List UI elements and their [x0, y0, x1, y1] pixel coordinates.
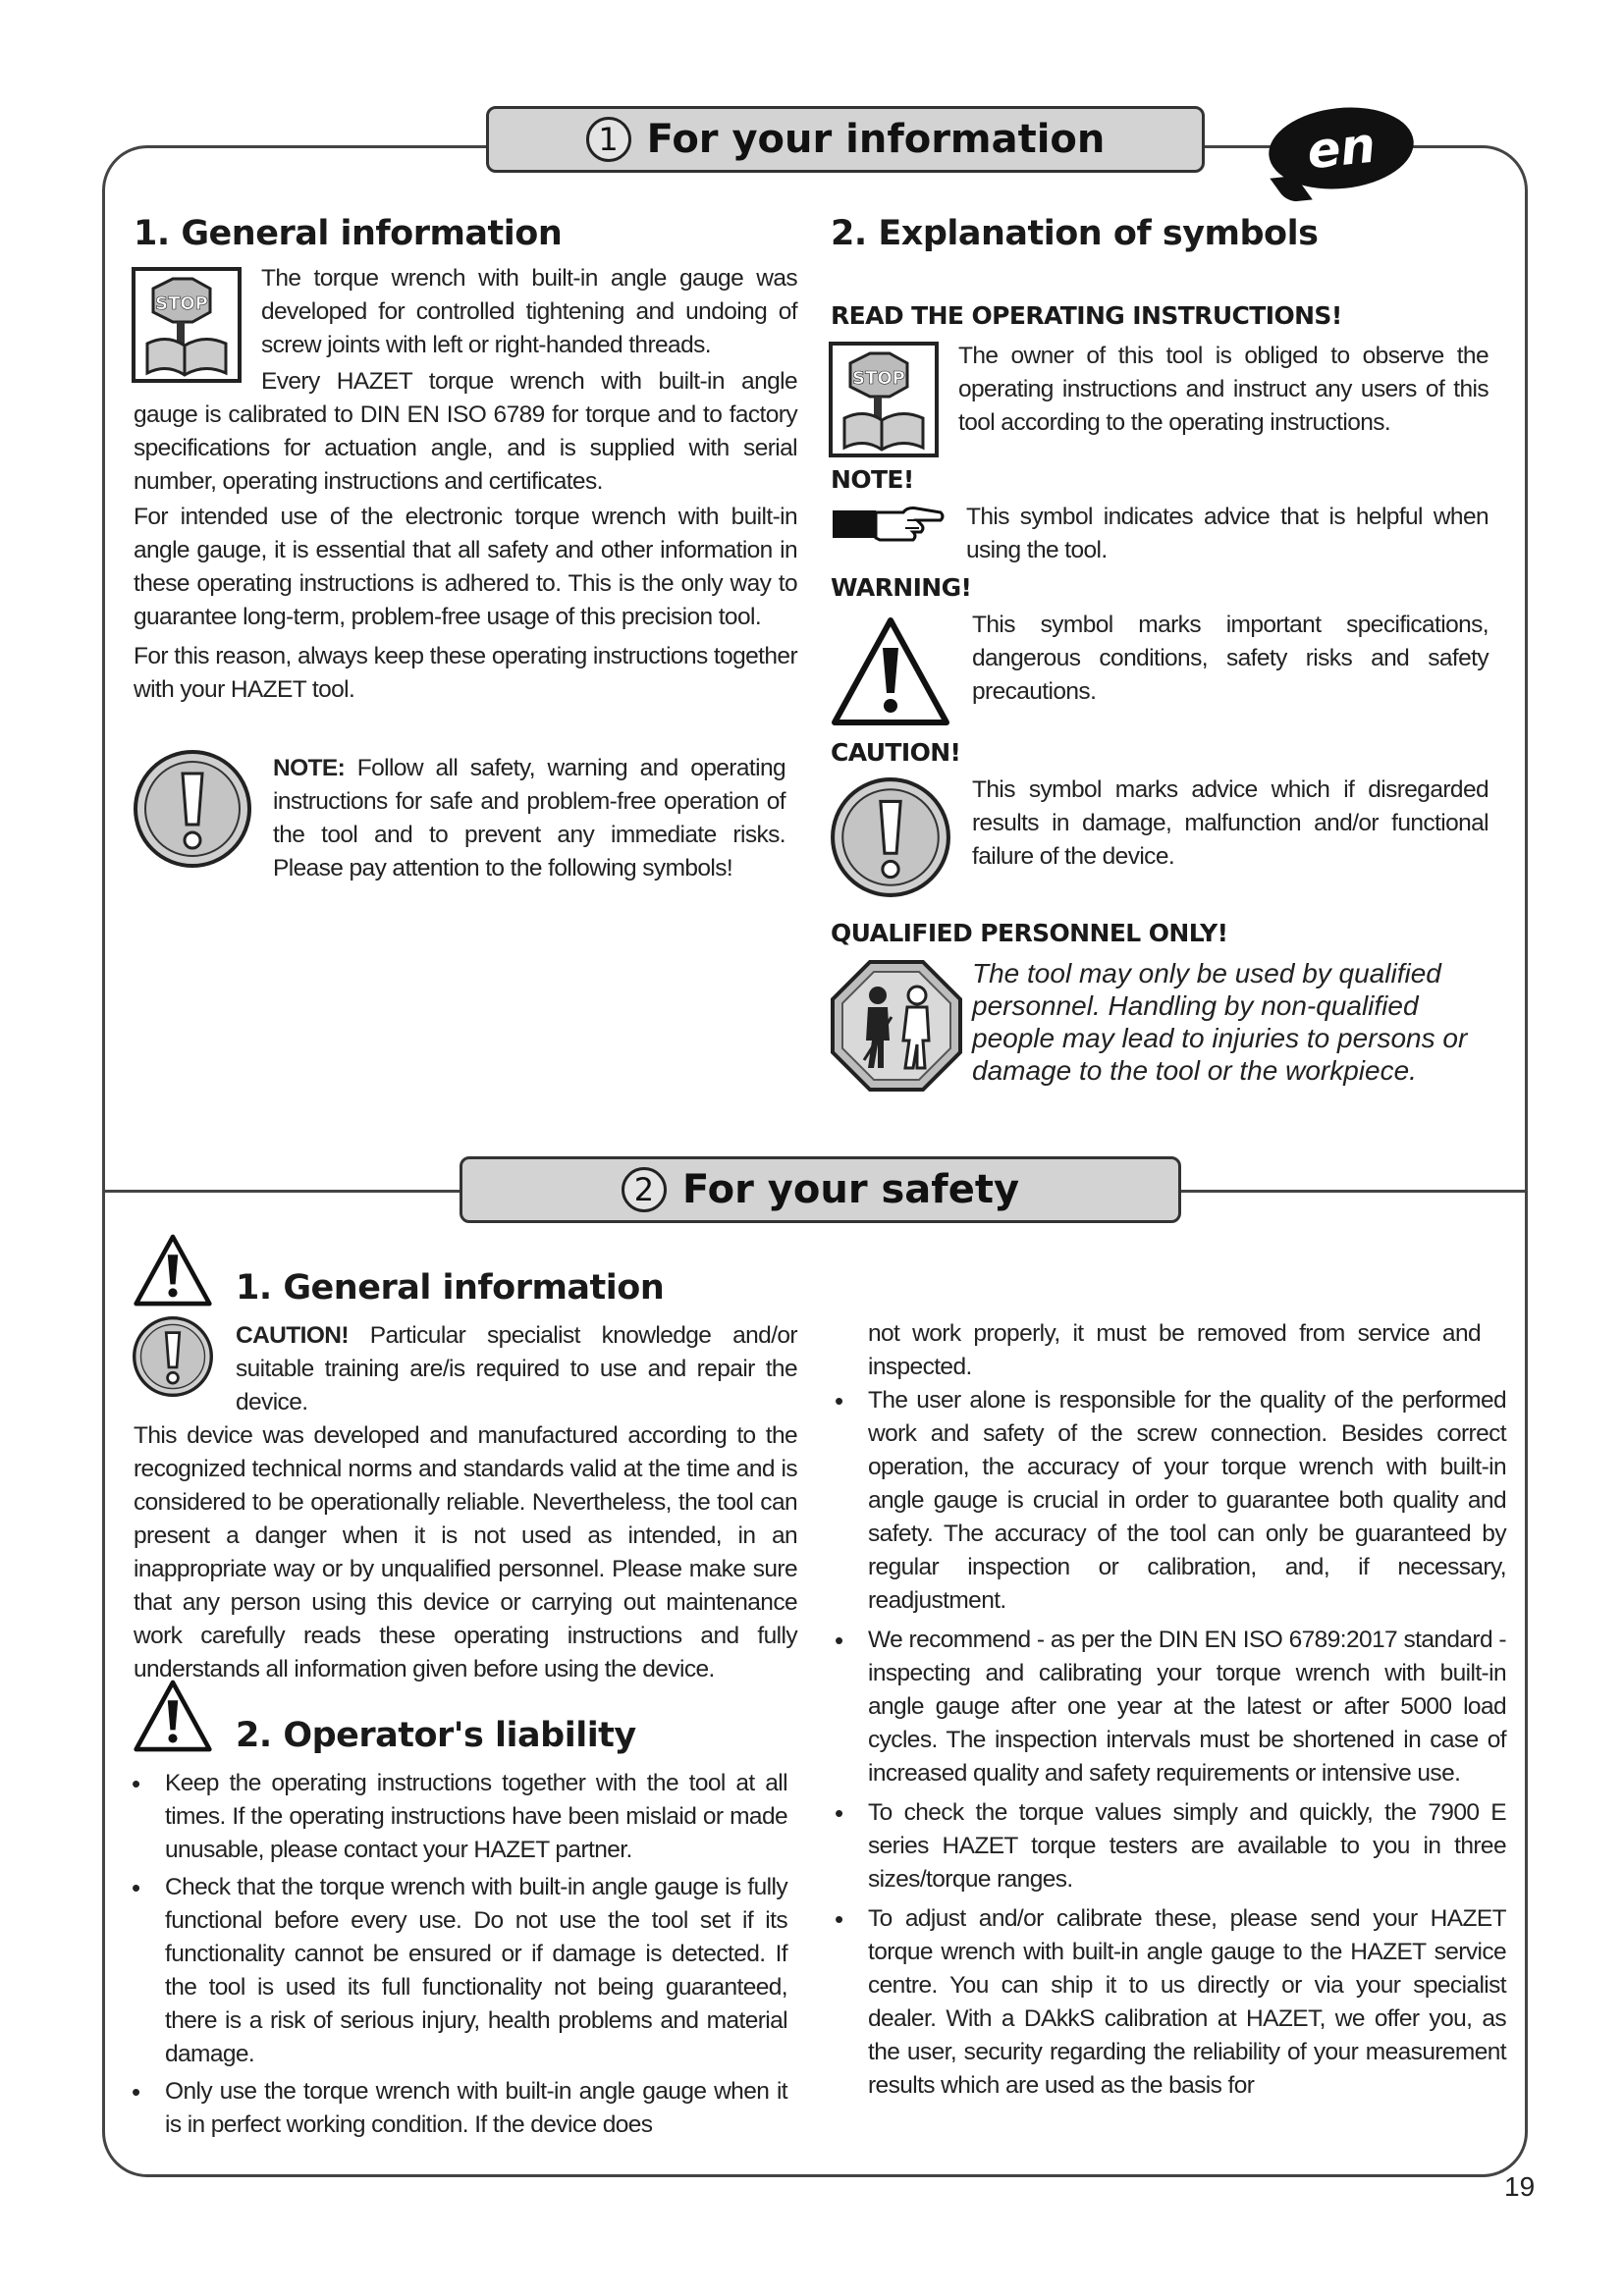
list-item: • Check that the torque wrench with built-in angle gauge is fully functional before every use. Do not use the tool set if its functionality cannot be ensured or if damage is detected. If the tool is used its full functionality not being guaranteed, there is a risk of serious injury, health problems and material damage.	[128, 1871, 787, 2071]
banner-number: 2	[622, 1167, 667, 1212]
general-info-paragraph-3: For intended use of the electronic torque wrench with built-in angle gauge, it is essential that all safety and other information in these operating instructions is adhered to. This is the only way to guarantee long-term, problem-free usage of this precision tool.	[134, 504, 797, 630]
caution-exclamation-icon	[829, 775, 952, 899]
banner-for-your-safety	[460, 1156, 1181, 1223]
section-heading: 2. Operator's liability	[236, 1716, 636, 1755]
svg-text:STOP: STOP	[852, 368, 905, 389]
caution-exclamation-icon	[132, 748, 253, 870]
liability-list-continued	[831, 1384, 1506, 2103]
svg-text:STOP: STOP	[155, 294, 208, 314]
caution-exclamation-icon	[132, 1315, 214, 1398]
list-item: • The user alone is responsible for the quality of the performed work and safety of the screw connection. Besides correct operation, the accuracy of your torque wrench with built-in angle gauge is crucial in order to guarantee both quality and safety. The accuracy of the tool can only be guaranteed by regular inspection or calibration, and, if necessary, readjustment.	[831, 1384, 1506, 1618]
safety-general-information-section	[236, 1268, 785, 1308]
read-instructions-text: The owner of this tool is obliged to observe the operating instructions and instruct any users of this tool according to the operating instructions.	[958, 343, 1489, 436]
warning-label: WARNING!	[831, 573, 972, 602]
general-information-section	[134, 214, 797, 253]
liability-continuation: not work properly, it must be removed from service and inspected.	[868, 1320, 1481, 1380]
page-number: 19	[1504, 2171, 1536, 2202]
list-item: • We recommend - as per the DIN EN ISO 6789:2017 standard - inspecting and calibrating your torque wrench with built-in angle gauge after one year at the latest or after 5000 load cycles. The inspection intervals must be shortened in case of increased quality and safety requirements or intensive use.	[831, 1624, 1506, 1790]
caution-text: Particular specialist knowledge and/or suitable training are/is required to use and repair the device.	[236, 1322, 797, 1415]
operators-liability-section	[236, 1716, 785, 1755]
liability-list	[128, 1767, 787, 2142]
safety-general-text: This device was developed and manufactured according to the recognized technical norms and standards valid at the time and is considered to be operationally reliable. Nevertheless, the tool can present a danger when it is not used as intended, in an inappropriate way or by unqualified personnel. Please make sure that any person using this device or carrying out maintenance work carefully reads these operating instructions and fully understands all information given before using the device.	[134, 1422, 797, 1682]
list-item: • To adjust and/or calibrate these, please send your HAZET torque wrench with built-in angle gauge to the HAZET service centre. You can ship it to us directly or via your specialist dealer. With a DAkkS calibration at HAZET, we offer you, as the user, security regarding the reliability of your measurement results which are used as the basis for	[831, 1902, 1506, 2103]
general-info-paragraph-2: Every HAZET torque wrench with built-in angle gauge is calibrated to DIN EN ISO 6789 for torque and to factory specifications for actuation angle, and is supplied with serial number, operating instructions and certificates.	[134, 368, 797, 495]
caution-label: CAUTION!	[236, 1322, 349, 1349]
section-heading: 2. Explanation of symbols	[831, 214, 1319, 253]
general-info-paragraph-4: For this reason, always keep these operating instructions together with your HAZET tool.	[134, 643, 797, 703]
note-label: NOTE!	[831, 465, 914, 494]
warning-triangle-icon	[132, 1679, 214, 1753]
warning-text: This symbol marks important specifications, dangerous conditions, safety risks and safety precautions.	[972, 612, 1489, 705]
banner-title: For your safety	[681, 1167, 1020, 1212]
pointing-hand-icon	[831, 503, 947, 546]
general-info-note	[273, 752, 785, 885]
section-heading: 1. General information	[134, 214, 563, 253]
list-item: • Only use the torque wrench with built-in angle gauge when it is in perfect working condition. If the device does	[128, 2075, 787, 2142]
warning-triangle-icon	[829, 614, 952, 728]
read-instructions-label: READ THE OPERATING INSTRUCTIONS!	[831, 301, 1342, 330]
qualified-personnel-label: QUALIFIED PERSONNEL ONLY!	[831, 919, 1228, 947]
banner-for-your-information	[486, 106, 1205, 173]
explanation-of-symbols-section	[831, 214, 1508, 253]
list-item: • To check the torque values simply and quickly, the 7900 E series HAZET torque testers are available to you in three sizes/torque ranges.	[831, 1796, 1506, 1896]
note-text: This symbol indicates advice that is helpful when using the tool.	[966, 504, 1489, 563]
general-info-paragraph-1: The torque wrench with built-in angle gauge was developed for controlled tightening and undoing of screw joints with left or right-handed threads.	[261, 265, 797, 358]
note-text: Follow all safety, warning and operating instructions for safe and problem-free operation of the tool and to prevent any immediate risks. Please pay attention to the following symbols!	[273, 755, 785, 881]
list-item: • Keep the operating instructions together with the tool at all times. If the operating instructions have been mislaid or made unusable, please contact your HAZET partner.	[128, 1767, 787, 1867]
banner-number: 1	[586, 117, 631, 162]
warning-triangle-icon	[132, 1233, 214, 1308]
read-instructions-icon	[829, 342, 939, 457]
safety-caution-note	[236, 1319, 797, 1419]
caution-text: This symbol marks advice which if disregarded results in damage, malfunction and/or functional failure of the device.	[972, 776, 1489, 870]
note-label: NOTE:	[273, 755, 346, 781]
banner-title: For your information	[646, 117, 1106, 162]
caution-label: CAUTION!	[831, 738, 961, 767]
qualified-personnel-text: The tool may only be used by qualified personnel. Handling by non-qualified people may lead to injuries to persons or damage to the tool or the workpiece.	[972, 958, 1468, 1086]
qualified-personnel-icon	[829, 958, 964, 1094]
section-heading: 1. General information	[236, 1268, 665, 1308]
language-badge: en	[1265, 100, 1418, 195]
